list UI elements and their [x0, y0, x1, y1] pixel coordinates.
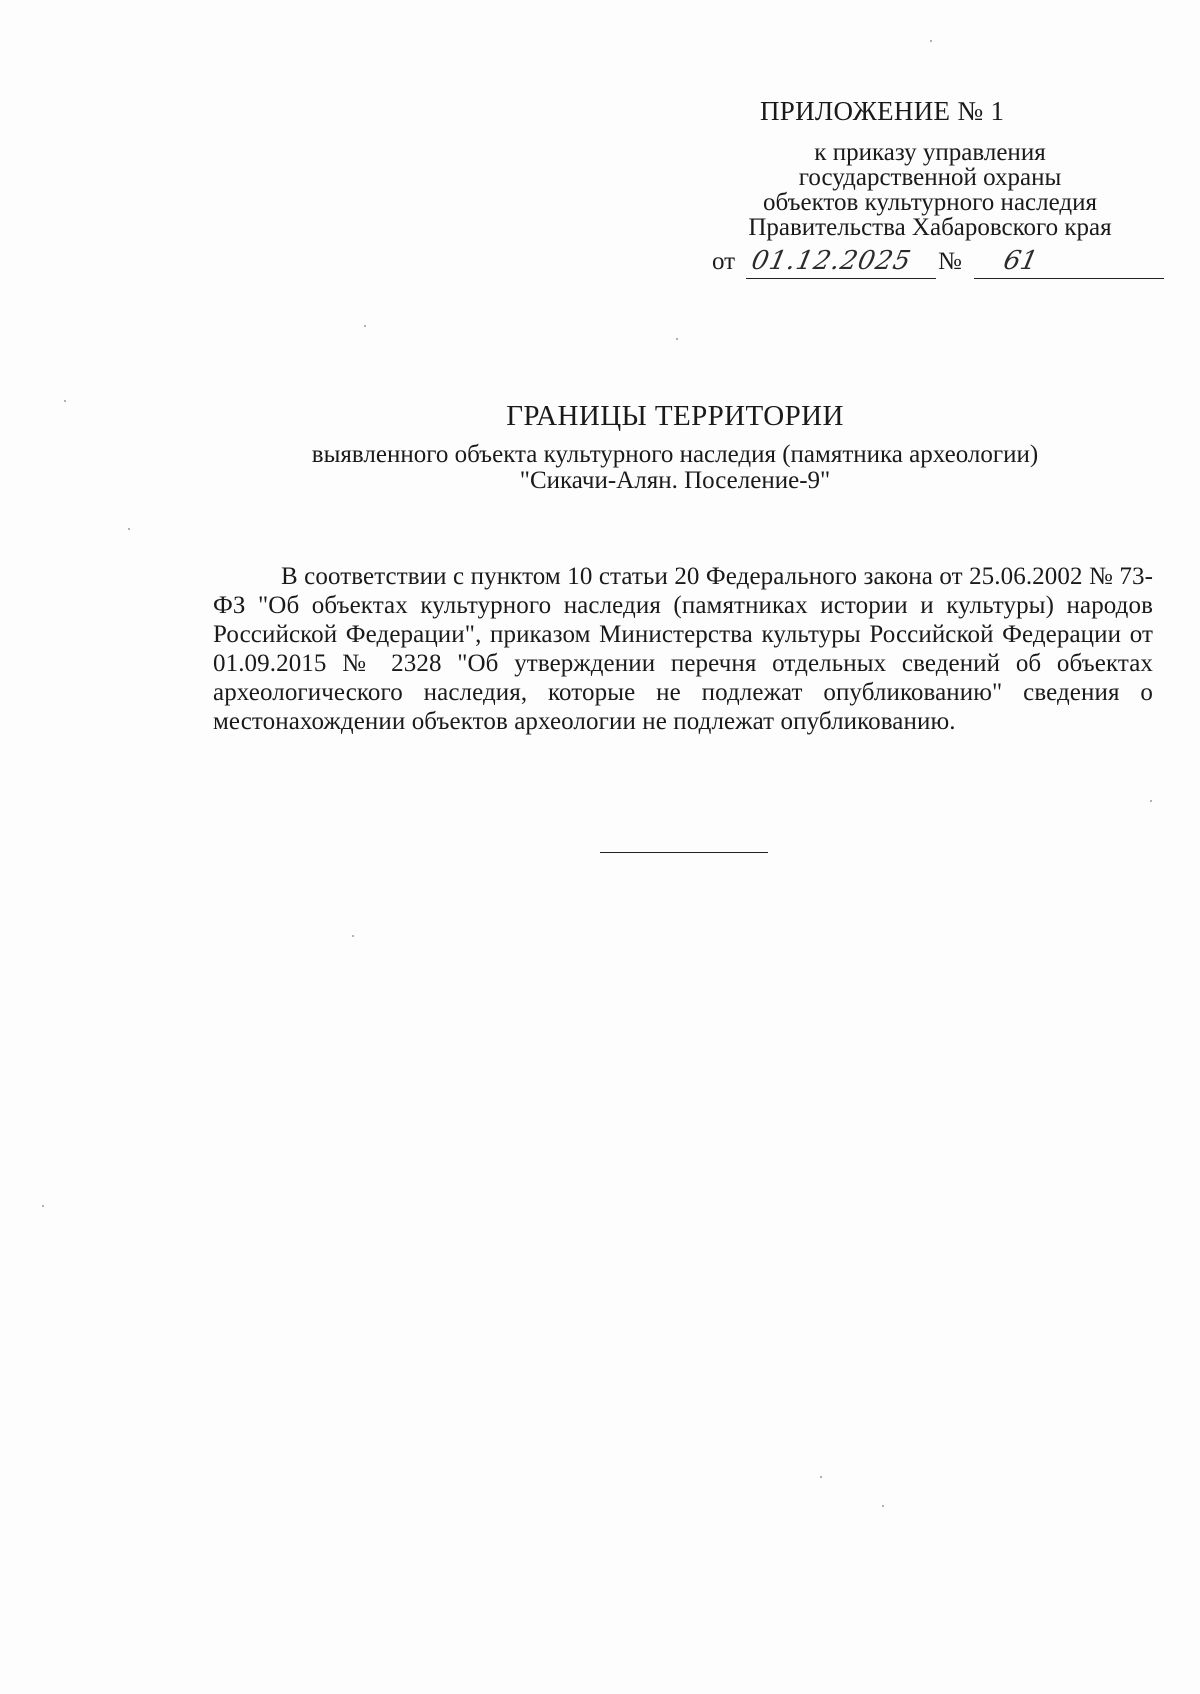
handwritten-date: 01.12.2025 — [748, 246, 915, 276]
scan-speck — [820, 1476, 822, 1478]
scan-speck — [676, 338, 678, 340]
scan-speck — [42, 1205, 44, 1207]
subtitle-line: "Сикачи-Алян. Поселение-9" — [519, 467, 831, 494]
closing-separator-line — [600, 852, 768, 853]
order-reference-line: Правительства Хабаровского края — [748, 214, 1112, 241]
appendix-title: ПРИЛОЖЕНИЕ № 1 — [760, 96, 1005, 126]
order-date-number-line — [712, 248, 1172, 282]
scan-speck — [128, 528, 130, 530]
subtitle-line: выявленного объекта культурного наследия (памятника археологии) — [311, 441, 1039, 468]
scan-speck — [64, 400, 66, 402]
scan-speck — [930, 40, 932, 42]
scan-speck — [882, 1505, 884, 1507]
order-reference — [690, 140, 1170, 240]
handwritten-number: 61 — [1000, 246, 1041, 276]
order-reference-line: государственной охраны — [798, 164, 1062, 191]
date-prefix: от — [712, 248, 736, 275]
document-title: ГРАНИЦЫ ТЕРРИТОРИИ — [506, 400, 844, 432]
document-subtitle — [0, 442, 1200, 494]
number-underline — [974, 278, 1164, 279]
order-reference-line: к приказу управления — [814, 139, 1046, 166]
body-paragraph: В соответствии с пунктом 10 статьи 20 Федерального закона от 25.06.2002 № 73-ФЗ "Об объектах культурного наследия (памятниках истории и культуры) народов Российской Федерации", приказом Министерства культуры Российской Федерации от 01.09.2015 № 2328 "Об утверждении перечня отдельных сведений об объектах археологического наследия, которые не подлежат опубликованию" сведения о местонахождении объектов археологии не подлежат опубликованию. — [213, 563, 1153, 735]
scan-speck — [364, 325, 366, 327]
order-reference-line: объектов культурного наследия — [763, 189, 1097, 216]
number-sign: № — [938, 248, 962, 275]
date-underline — [746, 278, 936, 279]
scan-speck — [1150, 800, 1152, 802]
scan-speck — [352, 935, 354, 937]
